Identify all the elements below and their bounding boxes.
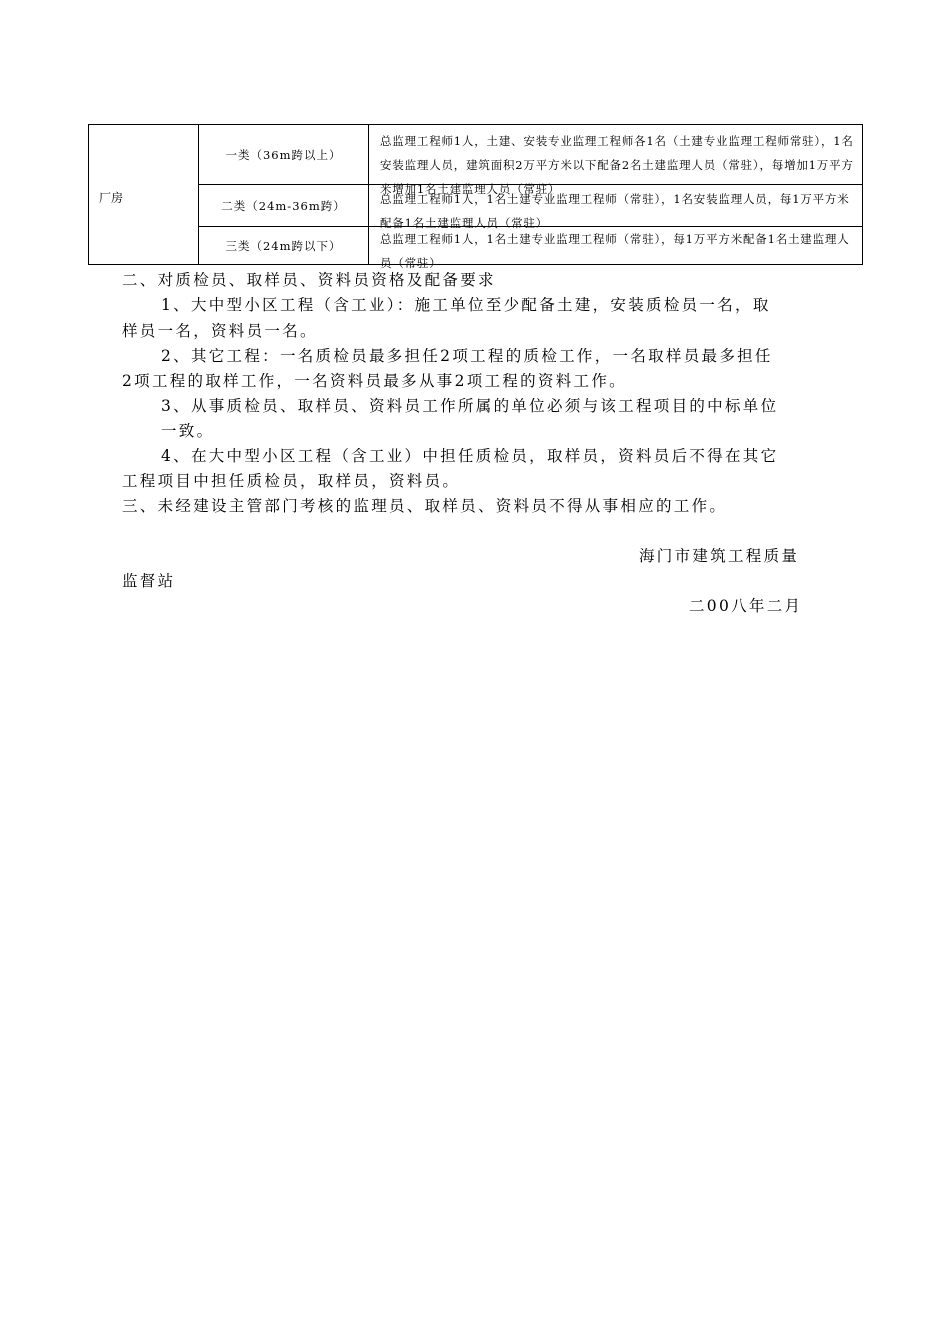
item-3-line-1: 3、从事质检员、取样员、资料员工作所属的单位必须与该工程项目的中标单位 — [161, 397, 779, 415]
signature-org-line-1: 海门市建筑工程质量 — [639, 547, 800, 565]
requirement-cell: 总监理工程师1人，土建、安装专业监理工程师各1名（土建专业监理工程师常驻），1名安装监理人员，建筑面积2万平方米以下配备2名土建监理人员（常驻），每增加1万平方米增加1名土建监理人员（常驻） — [380, 134, 854, 196]
staffing-table — [88, 124, 863, 270]
item-4-line-1: 4、在大中型小区工程（含工业）中担任质检员，取样员，资料员后不得在其它 — [161, 447, 779, 465]
item-3-line-2: 一致。 — [161, 422, 215, 440]
class-cell: 二类（24m-36m跨） — [199, 185, 369, 226]
item-1-line-1: 1、大中型小区工程（含工业）：施工单位至少配备土建，安装质检员一名，取 — [161, 296, 771, 314]
class-cell: 三类（24m跨以下） — [199, 227, 369, 264]
section-2-heading: 二、对质检员、取样员、资料员资格及配备要求 — [122, 271, 496, 289]
table-row — [199, 125, 862, 196]
signature-org-line-2: 监督站 — [122, 572, 176, 590]
item-4-line-2: 工程项目中担任质检员，取样员，资料员。 — [122, 472, 461, 490]
requirement-cell: 总监理工程师1人，1名土建专业监理工程师（常驻），每1万平方米配备1名土建监理人员（常驻） — [380, 232, 850, 270]
class-cell: 一类（36m跨以上） — [199, 125, 369, 184]
item-1-line-2: 样员一名，资料员一名。 — [122, 322, 318, 340]
category-cell — [89, 125, 199, 264]
table-row — [199, 185, 862, 230]
category-label: 厂房 — [99, 191, 124, 205]
section-3-text: 三、未经建设主管部门考核的监理员、取样员、资料员不得从事相应的工作。 — [122, 497, 728, 515]
item-2-line-2: 2项工程的取样工作，一名资料员最多从事2项工程的资料工作。 — [122, 372, 627, 390]
table-row — [199, 227, 862, 270]
requirement-cell: 总监理工程师1人，1名土建专业监理工程师（常驻），1名安装监理人员，每1万平方米配备1名土建监理人员（常驻） — [380, 192, 850, 230]
signature-date: 二00八年二月 — [689, 597, 803, 615]
item-2-line-1: 2、其它工程：一名质检员最多担任2项工程的质检工作，一名取样员最多担任 — [161, 347, 773, 365]
